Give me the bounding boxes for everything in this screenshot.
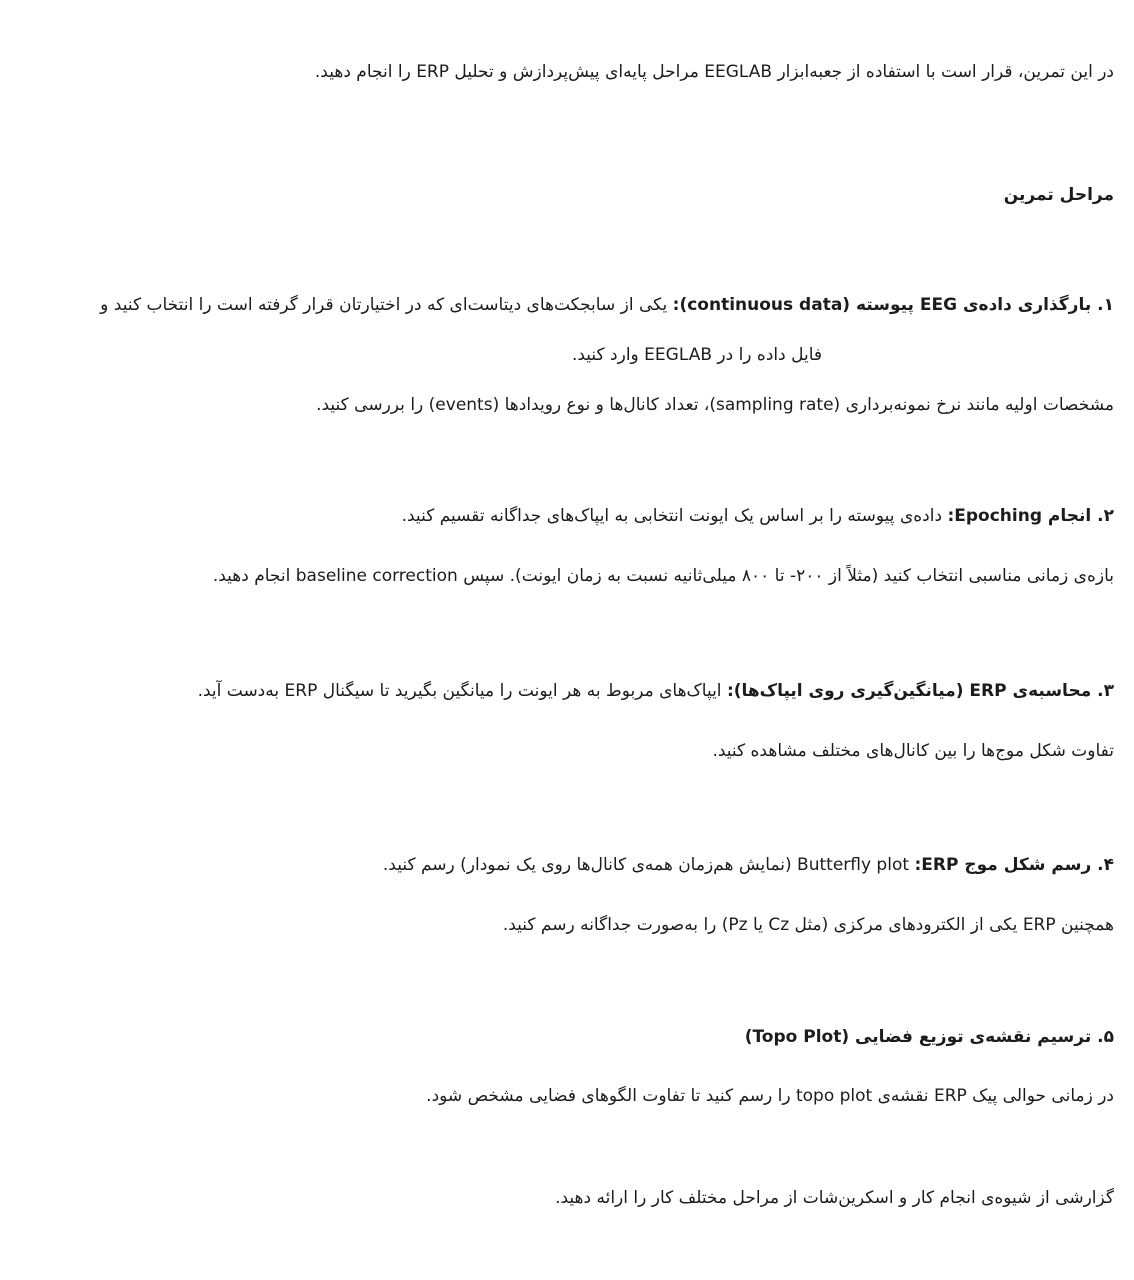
step-5-note: در زمانی حوالی پیک ERP نقشه‌ی topo plot را رسم کنید تا تفاوت الگوهای فضایی مشخص شود. [426, 1086, 1114, 1106]
step-4-description: Butterfly plot (نمایش هم‌زمان همه‌ی کانال‌ها روی یک نمودار) رسم کنید. [382, 855, 910, 875]
step-2-note: بازه‌ی زمانی مناسبی انتخاب کنید (مثلاً از ۲۰۰- تا ۸۰۰ میلی‌ثانیه نسبت به زمان ایونت). سپس baseline correction انجام دهید. [212, 566, 1114, 586]
step-3-description: ایپاک‌های مربوط به هر ایونت را میانگین بگیرید تا سیگنال ERP به‌دست آید. [197, 681, 722, 701]
step-3-title: ۳. محاسبه‌ی ERP (میانگین‌گیری روی ایپاک‌ها): [726, 681, 1114, 701]
step-2-lead [20, 501, 1114, 531]
step-3-note: تفاوت شکل موج‌ها را بین کانال‌های مختلف مشاهده کنید. [712, 741, 1114, 761]
step-2-title: ۲. انجام Epoching: [947, 506, 1114, 526]
step-4-note: همچنین ERP یکی از الکترودهای مرکزی (مثل Cz یا Pz) را به‌صورت جداگانه رسم کنید. [502, 915, 1114, 935]
step-5-lead [20, 1022, 1114, 1052]
step-2-description: داده‌ی پیوسته را بر اساس یک ایونت انتخابی به ایپاک‌های جداگانه تقسیم کنید. [401, 506, 943, 526]
step-4-title: ۴. رسم شکل موج ERP: [914, 855, 1114, 875]
step-1-lead-continued: فایل داده را در EEGLAB وارد کنید. [571, 345, 822, 365]
step-1-title: ۱. بارگذاری داده‌ی EEG پیوسته (continuous data): [672, 295, 1114, 315]
step-4-lead [20, 850, 1114, 880]
step-5-title: ۵. ترسیم نقشه‌ی توزیع فضایی (Topo Plot) [744, 1027, 1114, 1047]
step-1-lead [20, 290, 1114, 320]
step-1-description: یکی از سابجکت‌های دیتاست‌ای که در اختیارتان قرار گرفته است را انتخاب کنید و [100, 295, 668, 315]
step-1-note: مشخصات اولیه مانند نرخ نمونه‌برداری (sampling rate)، تعداد کانال‌ها و نوع رویدادها (events) را بررسی کنید. [316, 395, 1114, 415]
intro-paragraph: در این تمرین، قرار است با استفاده از جعبه‌ابزار EEGLAB مراحل پایه‌ای پیش‌پردازش و تحلیل ERP را انجام دهید. [314, 62, 1114, 82]
exercise-steps-heading: مراحل تمرین [1003, 185, 1114, 205]
closing-paragraph: گزارشی از شیوه‌ی انجام کار و اسکرین‌شات از مراحل مختلف کار را ارائه دهید. [555, 1188, 1114, 1208]
step-3-lead [20, 676, 1114, 706]
